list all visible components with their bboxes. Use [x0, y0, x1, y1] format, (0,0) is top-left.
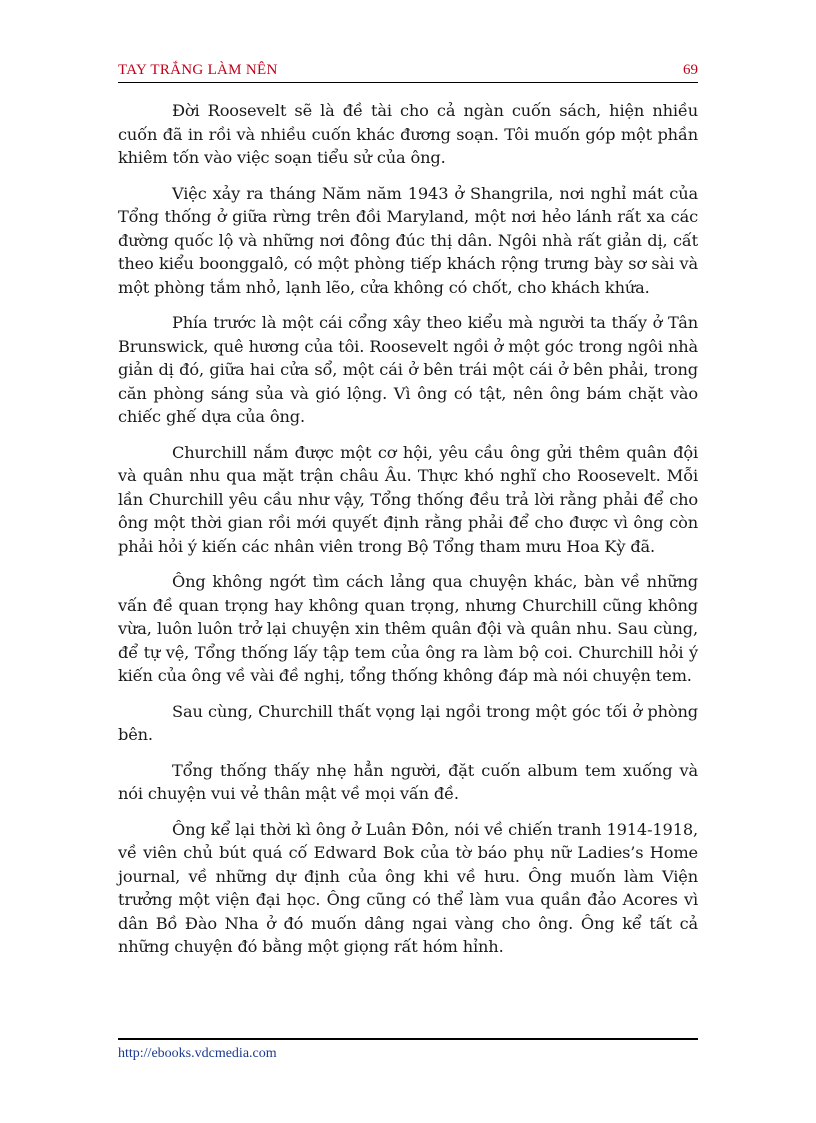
- footer-link[interactable]: http://ebooks.vdcmedia.com: [118, 1046, 277, 1061]
- paragraph-4: Churchill nắm được một cơ hội, yêu cầu ông gửi thêm quân đội và quân nhu qua mặt trận châu Âu. Thực khó nghĩ cho Roosevelt. Mỗi lần Churchill yêu cầu như vậy, Tổng thống đều trả lời rằng phải để cho ông một thời gian rồi mới quyết định rằng phải để cho được vì ông còn phải hỏi ý kiến các nhân viên trong Bộ Tổng tham mưu Hoa Kỳ đã.: [118, 442, 698, 556]
- page-number: 69: [683, 62, 698, 78]
- page-header: [118, 60, 698, 83]
- book-title: TAY TRẮNG LÀM NÊN: [118, 62, 278, 78]
- paragraph-5: Ông không ngớt tìm cách lảng qua chuyện khác, bàn về những vấn đề quan trọng hay không quan trọng, nhưng Churchill cũng không vừa, luôn luôn trở lại chuyện xin thêm quân đội và quân nhu. Sau cùng, để tự vệ, Tổng thống lấy tập tem của ông ra làm bộ coi. Churchill hỏi ý kiến của ông về vài đề nghị, tổng thống không đáp mà nói chuyện tem.: [118, 572, 698, 685]
- page-footer: [118, 1038, 698, 1070]
- body-text: [118, 99, 698, 971]
- paragraph-1: Đời Roosevelt sẽ là đề tài cho cả ngàn cuốn sách, hiện nhiều cuốn đã in rồi và nhiều cuốn khác đương soạn. Tôi muốn góp một phần khiêm tốn vào việc soạn tiểu sử của ông.: [118, 101, 698, 167]
- paragraph-8: Ông kể lại thời kì ông ở Luân Đôn, nói về chiến tranh 1914-1918, về viên chủ bút quá cố Edward Bok của tờ báo phụ nữ Ladies’s Home journal, về những dự định của ông khi về hưu. Ông muốn làm Viện trưởng một viện đại học. Ông cũng có thể làm vua quần đảo Acores vì dân Bồ Đào Nha ở đó muốn dâng ngai vàng cho ông. Ông kể tất cả những chuyện đó bằng một giọng rất hóm hỉnh.: [118, 819, 698, 956]
- paragraph-3: Phía trước là một cái cổng xây theo kiểu mà người ta thấy ở Tân Brunswick, quê hương của tôi. Roosevelt ngồi ở một góc trong ngôi nhà giản dị đó, giữa hai cửa sổ, một cái ở bên trái một cái ở bên phải, trong căn phòng sáng sủa và gió lộng. Vì ông có tật, nên ông bám chặt vào chiếc ghế dựa của ông.: [118, 313, 698, 426]
- paragraph-2: Việc xảy ra tháng Năm năm 1943 ở Shangrila, nơi nghỉ mát của Tổng thống ở giữa rừng trên đồi Maryland, một nơi hẻo lánh rất xa các đường quốc lộ và những nơi đông đúc thị dân. Ngôi nhà rất giản dị, cất theo kiểu boonggalô, có một phòng tiếp khách rộng trưng bày sơ sài và một phòng tắm nhỏ, lạnh lẽo, cửa không có chốt, cho khách khứa.: [118, 183, 698, 297]
- paragraph-6: Sau cùng, Churchill thất vọng lại ngồi trong một góc tối ở phòng bên.: [118, 701, 698, 744]
- paragraph-7: Tổng thống thấy nhẹ hẳn người, đặt cuốn album tem xuống và nói chuyện vui vẻ thân mật về mọi vấn đề.: [118, 760, 698, 803]
